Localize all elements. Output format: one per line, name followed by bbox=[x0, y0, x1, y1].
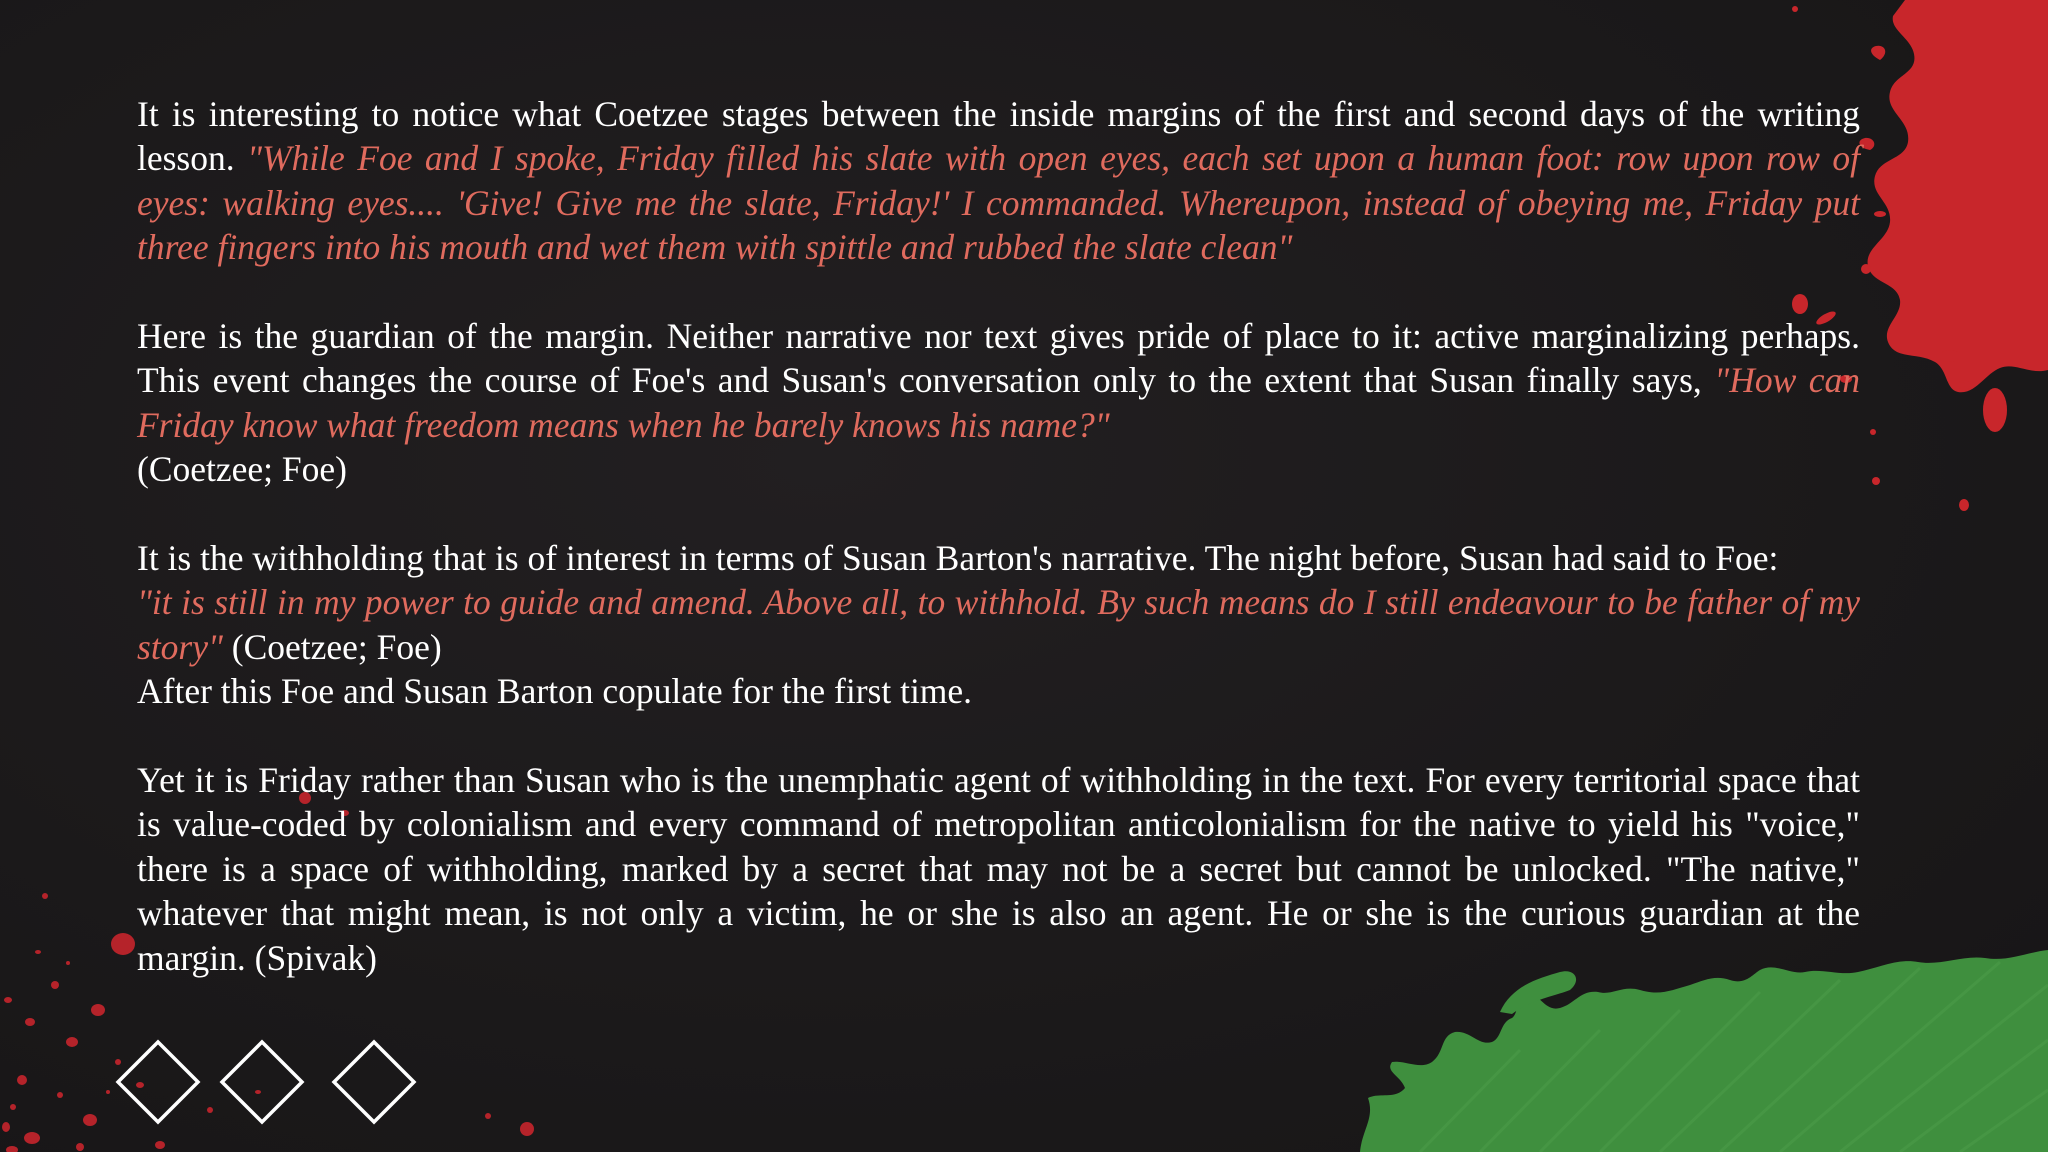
quote-slate: "While Foe and I spoke, Friday filled his slate with open eyes, each set upon a human foot: row upon row of eyes: walking eyes.... 'Give! Give me the slate, Friday!' I commanded. Whereupon, instead of obeying me, Friday put three fingers into his mouth and wet them with spittle and rubbed the slate clean" bbox=[137, 138, 1861, 268]
text-body bbox=[137, 92, 1860, 1024]
paragraph-text: After this Foe and Susan Barton copulate for the first time. bbox=[137, 671, 973, 712]
paragraph-text: It is the withholding that is of interest in terms of Susan Barton's narrative. The night before, Susan had said to Foe: bbox=[137, 538, 1779, 579]
paragraph-text: It is interesting to notice what Coetzee stages between the inside margins of the first and second days of the writing lesson. bbox=[137, 94, 1860, 179]
paragraph-withholding bbox=[137, 536, 1860, 714]
diamond-outline-icon bbox=[118, 1042, 198, 1122]
paragraph-writing-lesson bbox=[137, 92, 1860, 270]
paragraph-text: Here is the guardian of the margin. Neither narrative nor text gives pride of place to it: active marginalizing perhaps. This event changes the course of Foe's and Susan's conversation only to the extent that Susan finally says, bbox=[137, 316, 1860, 401]
diamond-decoration bbox=[110, 1038, 430, 1128]
diamond-outline-icon bbox=[222, 1042, 302, 1122]
quote-withhold: "it is still in my power to guide and amend. Above all, to withhold. By such means do I still endeavour to be father of my story" bbox=[137, 582, 1860, 667]
paragraph-text: Yet it is Friday rather than Susan who is the unemphatic agent of withholding in the text. For every territorial space that is value-coded by colonialism and every command of metropolitan anticolonialism for the native to yield his "voice," there is a space of withholding, marked by a secret that may not be a secret but cannot be unlocked. "The native," whatever that might mean, is not only a victim, he or she is also an agent. He or she is the curious guardian at the margin. (Spivak) bbox=[137, 760, 1860, 978]
paragraph-guardian-of-margin bbox=[137, 314, 1860, 492]
citation: (Coetzee; Foe) bbox=[137, 449, 347, 490]
quote-freedom: "How can Friday know what freedom means when he barely knows his name?" bbox=[137, 360, 1861, 445]
diamond-outline-icon bbox=[334, 1042, 414, 1122]
paragraph-spivak bbox=[137, 758, 1860, 980]
citation: (Coetzee; Foe) bbox=[231, 626, 442, 667]
